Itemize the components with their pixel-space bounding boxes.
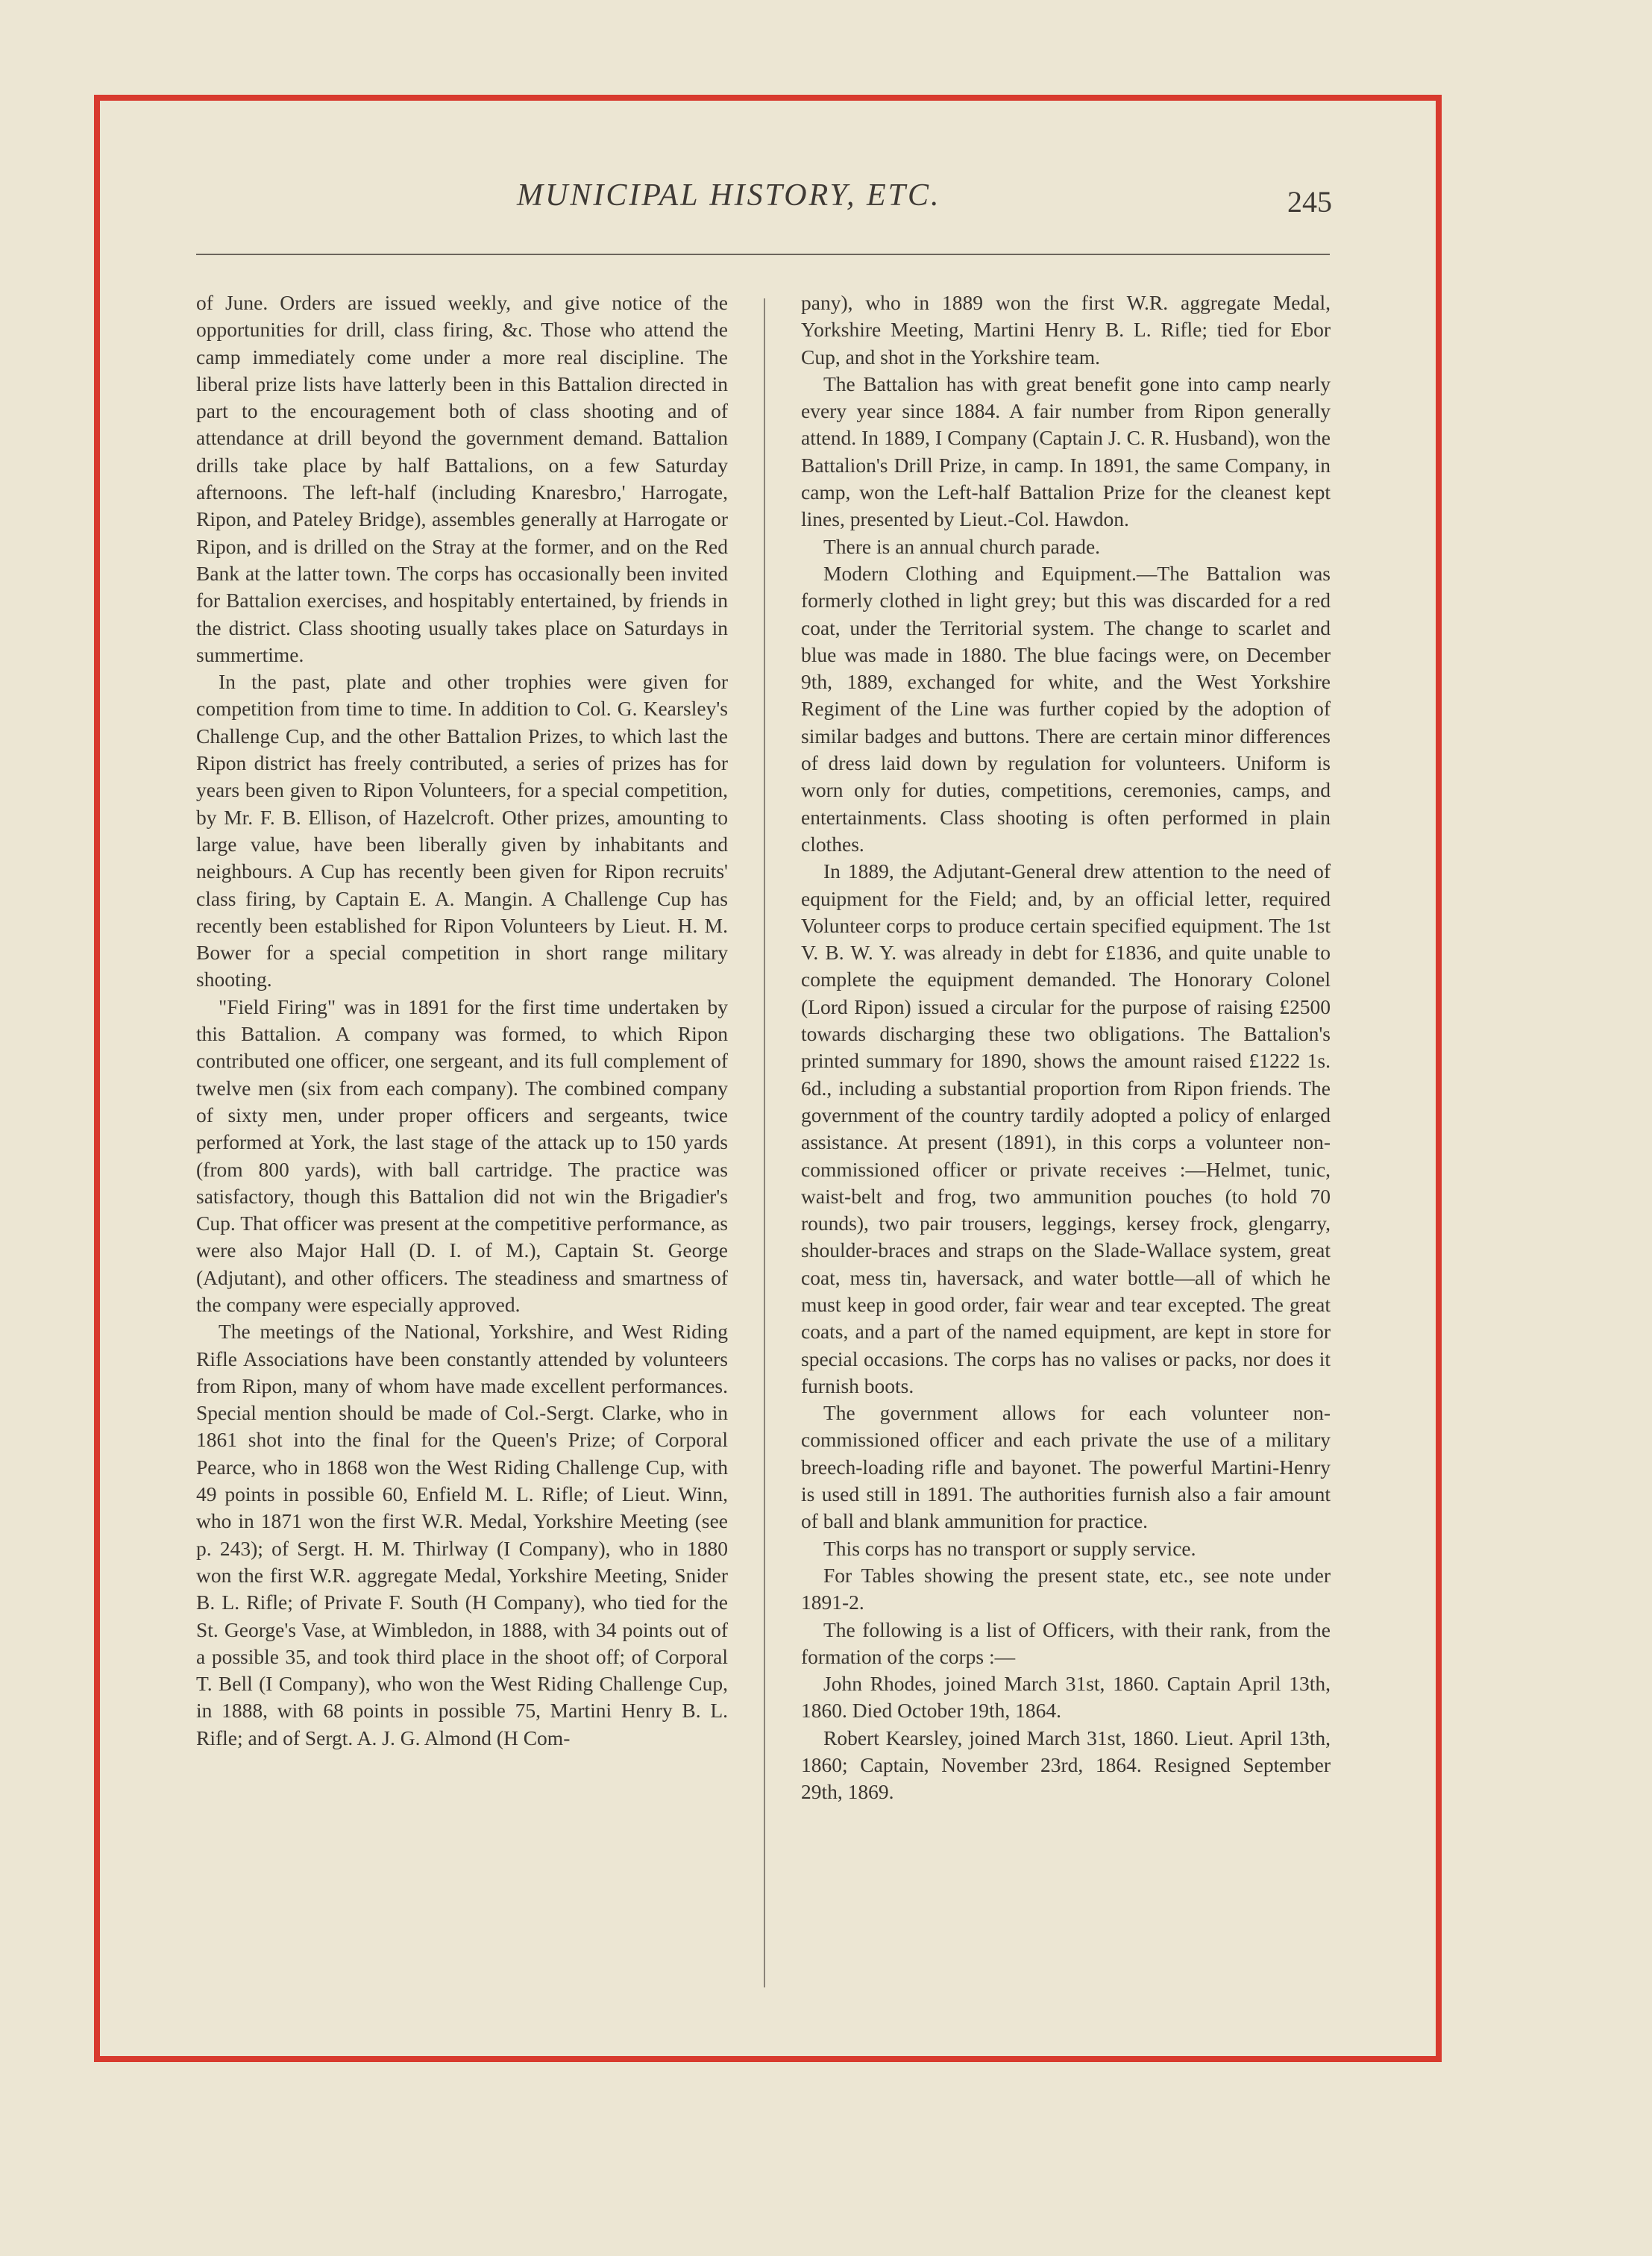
page-number: 245 [1287, 185, 1332, 219]
paragraph: This corps has no transport or supply service. [823, 1536, 1196, 1560]
header-rule [196, 254, 1330, 255]
paragraph: The following is a list of Officers, with their rank, from the formation of the corps :— [801, 1617, 1331, 1668]
paragraph: In 1889, the Adjutant-General drew attention to the need of equipment for the Field; and, by an official letter, required Volunteer corps to produce certain specified equipment. The 1st V. B. W. Y. was already in debt for £1836, and quite unable to complete the equipment demanded. The Honorary Colonel (Lord Ripon) issued a circular for the purpose of raising £2500 towards discharging these two obligations. The Battalion's printed summary for 1890, shows the amount raised £1222 1s. 6d., including a substantial proportion from Ripon friends. The government of the country tardily adopted a policy of enlarged assistance. At present (1891), in this corps a volunteer non-commissioned officer or private receives :—Helmet, tunic, waist-belt and frog, two ammunition pouches (to hold 70 rounds), two pair trousers, leggings, kersey frock, glengarry, shoulder-braces and straps on the Slade-Wallace system, great coat, mess tin, haversack, and water bottle—all of which he must keep in good order, fair wear and tear excepted. The great coats, and a part of the named equipment, are kept in store for special occasions. The corps has no valises or packs, nor does it furnish boots. [801, 859, 1331, 1397]
officer-entry: Robert Kearsley, joined March 31st, 1860. Lieut. April 13th, 1860; Captain, November 23rd, 1864. Resigned September 29th, 1869. [801, 1726, 1331, 1804]
paragraph: The meetings of the National, Yorkshire, and West Riding Rifle Associations have been constantly attended by volunteers from Ripon, many of whom have made excellent performances. Special mention should be made of Col.-Sergt. Clarke, who in 1861 shot into the final for the Queen's Prize; of Corporal Pearce, who in 1868 won the West Riding Challenge Cup, with 49 points in possible 60, Enfield M. L. Rifle; of Lieut. Winn, who in 1871 won the first W.R. Medal, Yorkshire Meeting (see p. 243); of Sergt. H. M. Thirlway (I Company), who in 1880 won the first W.R. aggregate Medal, Yorkshire Meeting, Snider B. L. Rifle; of Private F. South (H Company), who tied for the St. George's Vase, at Wimbledon, in 1888, with 34 points out of a possible 35, and took third place in the shoot off; of Corporal T. Bell (I Company), who won the West Riding Challenge Cup, in 1888, with 68 points in possible 75, Martini Henry B. L. Rifle; and of Sergt. A. J. G. Almond (H Com- [196, 1320, 728, 1749]
paragraph: There is an annual church parade. [823, 534, 1101, 558]
paragraph: The government allows for each volunteer non-commissioned officer and each private the use of a military breech-loading rifle and bayonet. The powerful Martini-Henry is used still in 1891. The authorities furnish also a fair amount of ball and blank ammunition for practice. [801, 1401, 1331, 1533]
right-column [801, 289, 1331, 1806]
paragraph: of June. Orders are issued weekly, and give notice of the opportunities for drill, class firing, &c. Those who attend the camp immediately come under a more real discipline. The liberal prize lists have latterly been in this Battalion directed in part to the encouragement both of class shooting and of attendance at drill beyond the government demand. Battalion drills take place by half Battalions, on a few Saturday afternoons. The left-half (including Knaresbro,' Harrogate, Ripon, and Pateley Bridge), assembles generally at Harrogate or Ripon, and is drilled on the Stray at the former, and on the Red Bank at the latter town. The corps has occasionally been invited for Battalion exercises, and hospitably entertained, by friends in the district. Class shooting usually takes place on Saturdays in summertime. [196, 291, 728, 666]
paragraph: For Tables showing the present state, etc., see note under 1891-2. [801, 1563, 1331, 1614]
paragraph: pany), who in 1889 won the first W.R. aggregate Medal, Yorkshire Meeting, Martini Henry B. L. Rifle; tied for Ebor Cup, and shot in the Yorkshire team. [801, 291, 1331, 369]
officer-entry: John Rhodes, joined March 31st, 1860. Captain April 13th, 1860. Died October 19th, 1864. [801, 1672, 1331, 1723]
section-paragraph-clothing: Modern Clothing and Equipment.—The Battalion was formerly clothed in light grey; but this was discarded for a red coat, under the Territorial system. The change to scarlet and blue was made in 1880. The blue facings were, on December 9th, 1889, exchanged for white, and the West Yorkshire Regiment of the Line was further copied by the adoption of similar badges and buttons. There are certain minor differences of dress laid down by regulation for volunteers. Uniform is worn only for duties, competitions, ceremonies, camps, and entertainments. Class shooting is often performed in plain clothes. [801, 561, 1331, 856]
paragraph: "Field Firing" was in 1891 for the first time undertaken by this Battalion. A company was formed, to which Ripon contributed one officer, one sergeant, and its full complement of twelve men (six from each company). The combined company of sixty men, under proper officers and sergeants, twice performed at York, the last stage of the attack up to 150 yards (from 800 yards), with ball cartridge. The practice was satisfactory, though this Battalion did not win the Brigadier's Cup. That officer was present at the competitive performance, as were also Major Hall (D. I. of M.), Captain St. George (Adjutant), and other officers. The steadiness and smartness of the company were especially approved. [196, 994, 728, 1316]
running-title: MUNICIPAL HISTORY, ETC. [517, 178, 941, 213]
column-divider [764, 298, 765, 1987]
left-column [196, 289, 728, 1752]
paragraph: The Battalion has with great benefit gone into camp nearly every year since 1884. A fair number from Ripon generally attend. In 1889, I Company (Captain J. C. R. Husband), won the Battalion's Drill Prize, in camp. In 1891, the same Company, in camp, won the Left-half Battalion Prize for the cleanest kept lines, presented by Lieut.-Col. Hawdon. [801, 372, 1331, 531]
paragraph: In the past, plate and other trophies were given for competition from time to time. In addition to Col. G. Kearsley's Challenge Cup, and the other Battalion Prizes, to which last the Ripon district has freely contributed, a series of prizes has for years been given to Ripon Volunteers, for a special competition, by Mr. F. B. Ellison, of Hazelcroft. Other prizes, amounting to large value, have been liberally given by inhabitants and neighbours. A Cup has recently been given for Ripon recruits' class firing, by Captain E. A. Mangin. A Challenge Cup has recently been established for Ripon Volunteers by Lieut. H. M. Bower for a special competition in short range military shooting. [196, 670, 728, 991]
